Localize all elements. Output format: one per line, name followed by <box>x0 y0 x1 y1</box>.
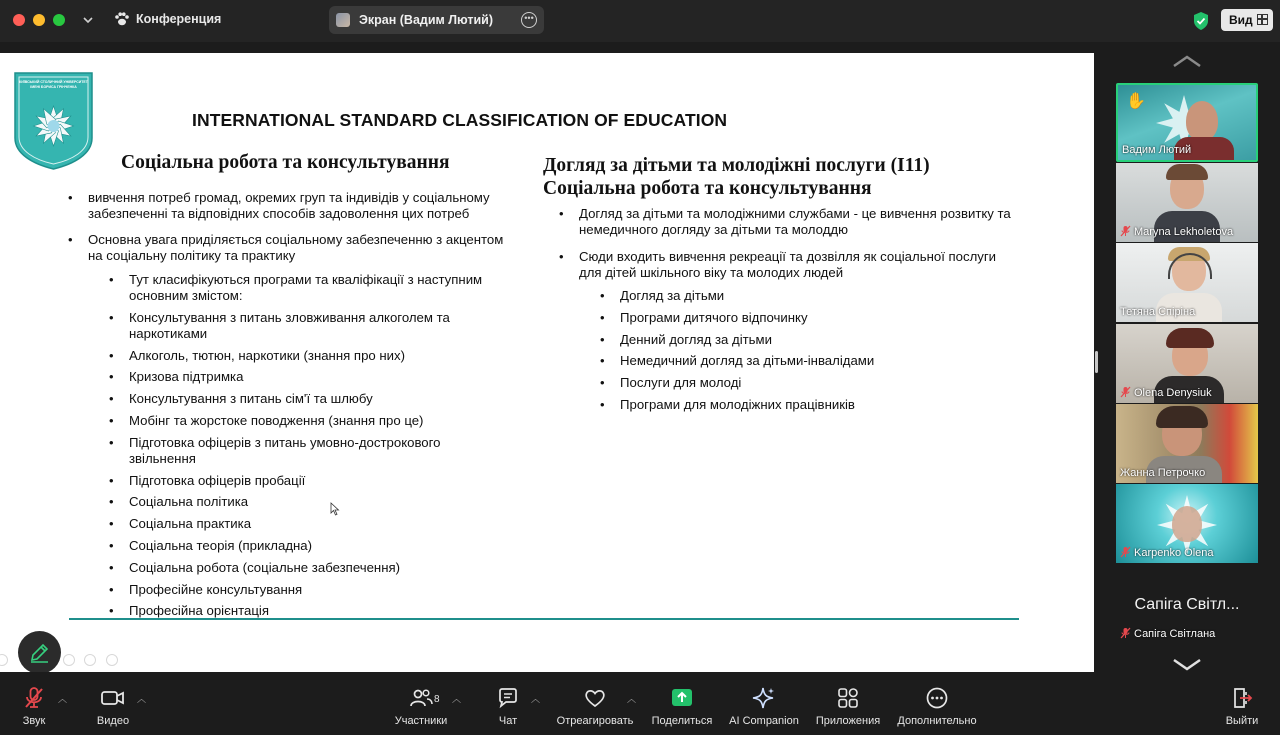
leave-button[interactable] <box>1224 686 1260 727</box>
list-item: • вивчення потреб громад, окремих груп та індивідів у соціальному забезпеченні та відповідних способів задоволення цих потреб <box>88 190 518 222</box>
list-item: • Алкоголь, тютюн, наркотики (знання про них) <box>129 348 489 364</box>
video-tile-karpenko[interactable] <box>1116 484 1258 563</box>
right-bullet-list <box>579 206 1019 292</box>
list-item: • Соціальна політика <box>129 494 489 510</box>
right-heading-line2: Соціальна робота та консультування <box>543 178 872 199</box>
leave-door-icon <box>1230 686 1254 710</box>
participant-name: Olena Denysiuk <box>1120 386 1212 400</box>
list-item: • Мобінг та жорстоке поводження (знання про це) <box>129 413 489 429</box>
participant-name: Вадим Лютий <box>1122 144 1192 156</box>
mouse-cursor-icon <box>330 502 340 516</box>
video-label: Видео <box>96 715 130 727</box>
participant-name: Maryna Lekholetova <box>1120 225 1233 239</box>
list-item: • Професійне консультування <box>129 582 489 598</box>
chat-options-caret[interactable]: ︿ <box>531 694 541 704</box>
meeting-title[interactable] <box>114 12 221 26</box>
muted-mic-icon <box>1120 225 1131 237</box>
video-tile-maryna[interactable] <box>1116 163 1258 242</box>
annotate-button[interactable] <box>18 631 61 672</box>
video-tile-olena-d[interactable] <box>1116 324 1258 403</box>
apps-button[interactable] <box>813 686 883 727</box>
participant-name: Karpenko Olena <box>1120 546 1214 560</box>
heart-icon <box>583 686 607 710</box>
audio-label: Звук <box>22 715 46 727</box>
share-screen-button[interactable] <box>650 686 714 727</box>
chevron-down-icon[interactable] <box>1172 658 1202 672</box>
list-item: • Підготовка офіцерів з питань умовно-дострокового звільнення <box>129 435 489 467</box>
list-item: • Тут класифікуються програми та кваліфікації з наступним основним змістом: <box>129 272 489 304</box>
more-button[interactable] <box>894 686 980 727</box>
muted-mic-icon <box>22 686 46 710</box>
list-item: • Послуги для молоді <box>620 375 980 391</box>
list-item: • Соціальна теорія (прикладна) <box>129 538 489 554</box>
list-item: • Догляд за дітьми та молодіжними службами - це вивчення розвитку та немедичного догляду за дітьми та молоддю <box>579 206 1019 238</box>
close-window-button[interactable] <box>13 14 25 26</box>
video-button[interactable] <box>94 686 132 727</box>
list-item: • Професійна орієнтація <box>129 603 489 619</box>
list-item: • Основна увага приділяється соціальному забезпеченню з акцентом на соціальну політику та практику <box>88 232 518 264</box>
video-options-caret[interactable]: ︿ <box>137 694 147 704</box>
title-bar <box>0 0 1280 42</box>
screen-share-label: Экран (Вадим Лютий) <box>359 13 494 27</box>
more-options-icon[interactable]: ••• <box>521 12 537 28</box>
more-tool-icon[interactable] <box>106 654 118 666</box>
left-bullet-list <box>88 190 518 274</box>
video-tile-zhanna[interactable] <box>1116 404 1258 483</box>
ai-label: AI Companion <box>729 715 799 727</box>
chat-icon <box>496 686 520 710</box>
pencil-icon <box>29 642 50 663</box>
prev-tool-icon[interactable] <box>0 654 8 666</box>
list-item: • Соціальна практика <box>129 516 489 532</box>
screen-share-indicator[interactable] <box>329 6 544 34</box>
audio-button[interactable] <box>18 686 50 727</box>
security-shield-icon[interactable] <box>1192 11 1210 31</box>
chevron-up-icon[interactable] <box>1172 54 1202 68</box>
slide-title: INTERNATIONAL STANDARD CLASSIFICATION OF EDUCATION <box>192 110 728 130</box>
list-item: • Програми для молодіжних працівників <box>620 397 980 413</box>
slide-divider <box>69 618 1019 620</box>
participant-display-name: Сапіга Світл... <box>1134 596 1240 613</box>
apps-icon <box>836 686 860 710</box>
participants-button[interactable] <box>392 686 450 727</box>
list-item: • Денний догляд за дітьми <box>620 332 980 348</box>
view-button[interactable] <box>1221 9 1273 31</box>
zoom-tool-icon[interactable] <box>84 654 96 666</box>
maximize-window-button[interactable] <box>53 14 65 26</box>
video-camera-icon <box>100 686 126 710</box>
video-tile-tetiana[interactable] <box>1116 243 1258 322</box>
participants-video-panel <box>1094 53 1280 672</box>
apps-label: Приложения <box>815 715 881 727</box>
left-sub-bullet-list <box>129 272 489 625</box>
chat-button[interactable] <box>494 686 522 727</box>
participants-label: Участники <box>394 715 448 727</box>
shared-screen-slide <box>0 53 1094 672</box>
leave-label: Выйти <box>1225 715 1259 727</box>
list-item: • Консультування з питань сім'ї та шлюбу <box>129 391 489 407</box>
view-button-label: Вид <box>1229 13 1253 27</box>
list-item: • Кризова підтримка <box>129 369 489 385</box>
react-label: Отреагировать <box>556 715 634 727</box>
list-item: • Соціальна робота (соціальне забезпечення) <box>129 560 489 576</box>
video-tile-sapiga[interactable] <box>1116 565 1258 644</box>
left-column-heading: Соціальна робота та консультування <box>121 152 450 173</box>
university-logo <box>14 72 93 170</box>
list-item: • Сюди входить вивчення рекреації та дозвілля як соціальної послуги для дітей шкільного віку та молодих людей <box>579 249 1019 281</box>
print-tool-icon[interactable] <box>63 654 75 666</box>
minimize-window-button[interactable] <box>33 14 45 26</box>
more-dots-icon <box>925 686 949 710</box>
chevron-down-icon[interactable] <box>82 13 94 27</box>
participant-name: Жанна Петрочко <box>1120 467 1206 479</box>
muted-mic-icon <box>1120 546 1131 558</box>
audio-options-caret[interactable]: ︿ <box>58 694 68 704</box>
logo-caption: КИЇВСЬКИЙ СТОЛИЧНИЙ УНІВЕРСИТЕТ ІМЕНІ БОРИСА ГРІНЧЕНКА <box>19 80 88 89</box>
react-options-caret[interactable]: ︿ <box>627 694 637 704</box>
right-column-heading <box>543 154 930 200</box>
list-item: • Підготовка офіцерів пробації <box>129 473 489 489</box>
grid-view-icon <box>1257 14 1268 25</box>
ai-companion-button[interactable] <box>727 686 801 727</box>
list-item: • Догляд за дітьми <box>620 288 980 304</box>
video-tile-vadym[interactable] <box>1116 83 1258 162</box>
participants-count: 8 <box>434 694 440 705</box>
more-label: Дополнительно <box>897 715 977 727</box>
participant-name: Тетяна Спіріна <box>1120 306 1196 318</box>
react-button[interactable] <box>554 686 636 727</box>
participants-options-caret[interactable]: ︿ <box>452 694 462 704</box>
panel-resize-handle[interactable] <box>1095 351 1098 373</box>
sparkle-icon <box>752 686 776 710</box>
list-item: • Програми дитячого відпочинку <box>620 310 980 326</box>
list-item: • Немедичний догляд за дітьми-інвалідами <box>620 353 980 369</box>
muted-mic-icon <box>1120 627 1131 639</box>
list-item: • Консультування з питань зловживання алкоголем та наркотиками <box>129 310 489 342</box>
meeting-title-text: Конференция <box>136 12 222 26</box>
muted-mic-icon <box>1120 386 1131 398</box>
right-heading-line1: Догляд за дітьми та молодіжні послуги (I11) <box>543 155 930 176</box>
share-label: Поделиться <box>651 715 713 727</box>
paw-icon <box>114 12 130 26</box>
presenter-avatar <box>336 13 350 27</box>
chat-label: Чат <box>498 715 518 727</box>
right-sub-bullet-list <box>620 288 980 419</box>
participants-icon <box>408 686 434 710</box>
share-screen-icon <box>670 686 694 710</box>
meeting-toolbar <box>0 672 1280 735</box>
participant-name: Сапіга Світлана <box>1120 627 1215 641</box>
raised-hand-icon: ✋ <box>1126 93 1146 110</box>
